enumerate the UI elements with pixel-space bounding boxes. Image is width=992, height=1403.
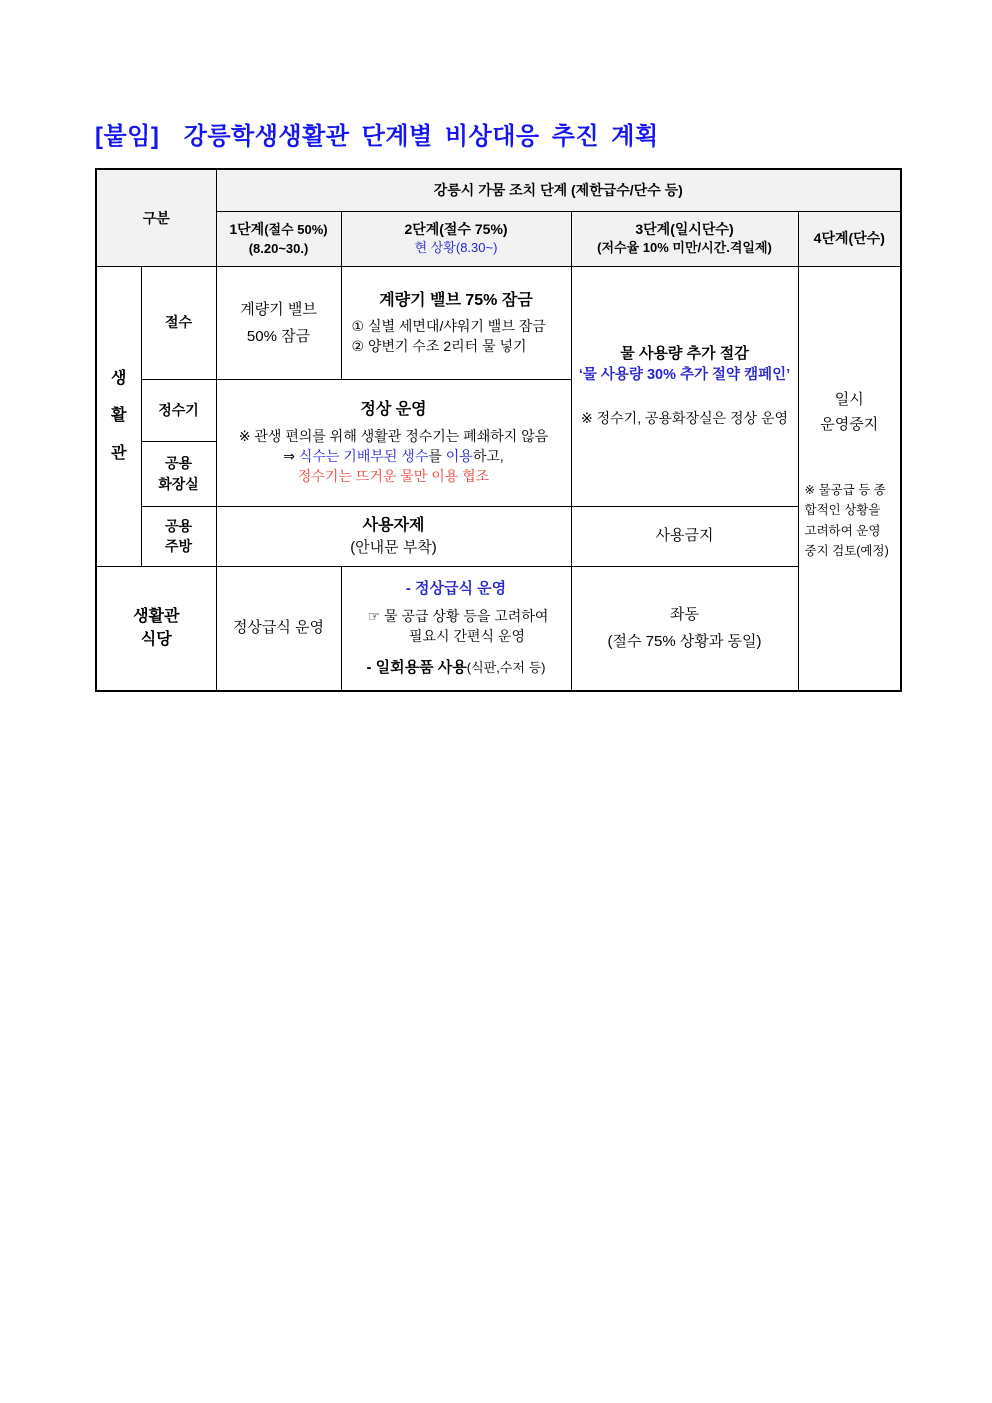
shared-operation-line2: ⇒ 식수는 기배부된 생수를 이용하고, — [283, 447, 504, 464]
stage4-line2: 운영중지 — [820, 416, 879, 433]
header-stage2 — [341, 211, 571, 266]
dining-stage2-item2b: 필요시 간편식 운영 — [409, 628, 525, 645]
stage2-sub: 현 상황(8.30~) — [414, 240, 498, 256]
dining-stage2-item2a: ☞ 물 공급 상황 등을 고려하여 — [367, 607, 549, 624]
stage3-label: 3단계(일시단수) — [635, 220, 734, 237]
header-stage1 — [216, 211, 341, 266]
dining-stage2-cell — [341, 566, 571, 691]
stage3-line3: ※ 정수기, 공용화장실은 정상 운영 — [581, 410, 788, 427]
kitchen-label-cell: 공용 주방 — [141, 506, 216, 566]
kitchen-shared-title: 사용자제 — [362, 516, 425, 534]
group-label-cell — [96, 266, 141, 566]
kitchen-shared-sub: (안내문 부착) — [350, 538, 437, 556]
dining-stage3-cell: 좌동 (절수 75% 상황과 동일) — [571, 566, 798, 691]
stage4-label: 4단계(단수) — [813, 230, 885, 247]
stage4-line1: 일시 — [834, 390, 864, 408]
document-title: [붙임] 강릉학생생활관 단계별 비상대응 추진 계획 — [95, 123, 659, 150]
dining-label-cell: 생활관 식당 — [96, 566, 216, 691]
stage2-measure-item1: ① 실별 세면대/샤워기 밸브 잠금 — [351, 317, 546, 334]
header-category-label: 구분 — [142, 209, 170, 226]
group-label: 생활관 — [111, 369, 127, 462]
row-water-saving — [96, 266, 901, 379]
plan-table — [95, 168, 902, 692]
header-group-title: 강릉시 가뭄 조치 단계 (제한급수/단수 등) — [216, 169, 901, 211]
water-saving-stage2-cell — [341, 266, 571, 379]
stage4-merged-cell — [798, 266, 901, 691]
header-row-2 — [96, 211, 901, 266]
kitchen-shared-cell — [216, 506, 571, 566]
header-row-1 — [96, 169, 901, 211]
row-dining — [96, 566, 901, 691]
kitchen-stage3-cell: 사용금지 — [571, 506, 798, 566]
shared-operation-line3: 정수기는 뜨거운 물만 이용 협조 — [297, 468, 490, 485]
shared-operation-cell — [216, 379, 571, 506]
stage1-paren: (절수 50%) — [264, 221, 328, 237]
stage1-sub: (8.20~30.) — [248, 240, 309, 256]
header-stage4 — [798, 211, 901, 266]
stage4-note: ※ 물공급 등 종합적인 상황을 고려하여 운영 중지 검토(예정) — [804, 482, 889, 559]
dining-stage2-item1: - 정상급식 운영 — [405, 580, 507, 598]
stage1-label: 1단계 — [229, 220, 265, 237]
stage3-line1: 물 사용량 추가 절감 — [620, 345, 749, 363]
stage2-measure-title: 계량기 밸브 75% 잠금 — [379, 291, 533, 309]
stage2-label: 2단계(절수 75%) — [404, 220, 508, 237]
header-category — [96, 169, 216, 266]
dining-stage2-item3: - 일회용품 사용(식판,수저 등) — [366, 658, 546, 676]
dining-stage1-cell: 정상급식 운영 — [216, 566, 341, 691]
shared-operation-line1: ※ 관생 편의를 위해 생활관 정수기는 폐쇄하지 않음 — [238, 427, 549, 444]
row-kitchen — [96, 506, 901, 566]
header-stage3 — [571, 211, 798, 266]
purifier-label-cell: 정수기 — [141, 379, 216, 441]
shared-operation-title: 정상 운영 — [360, 401, 427, 419]
stage2-measure-item2: ② 양변기 수조 2리터 물 넣기 — [351, 338, 527, 355]
stage3-line2: ‘물 사용량 30% 추가 절약 캠페인’ — [578, 367, 791, 384]
toilet-label-cell: 공용 화장실 — [141, 441, 216, 506]
water-saving-label-cell: 절수 — [141, 266, 216, 379]
stage3-merged-cell — [571, 266, 798, 506]
water-saving-stage1-cell: 계량기 밸브 50% 잠금 — [216, 266, 341, 379]
stage3-sub: (저수율 10% 미만/시간.격일제) — [597, 240, 772, 256]
